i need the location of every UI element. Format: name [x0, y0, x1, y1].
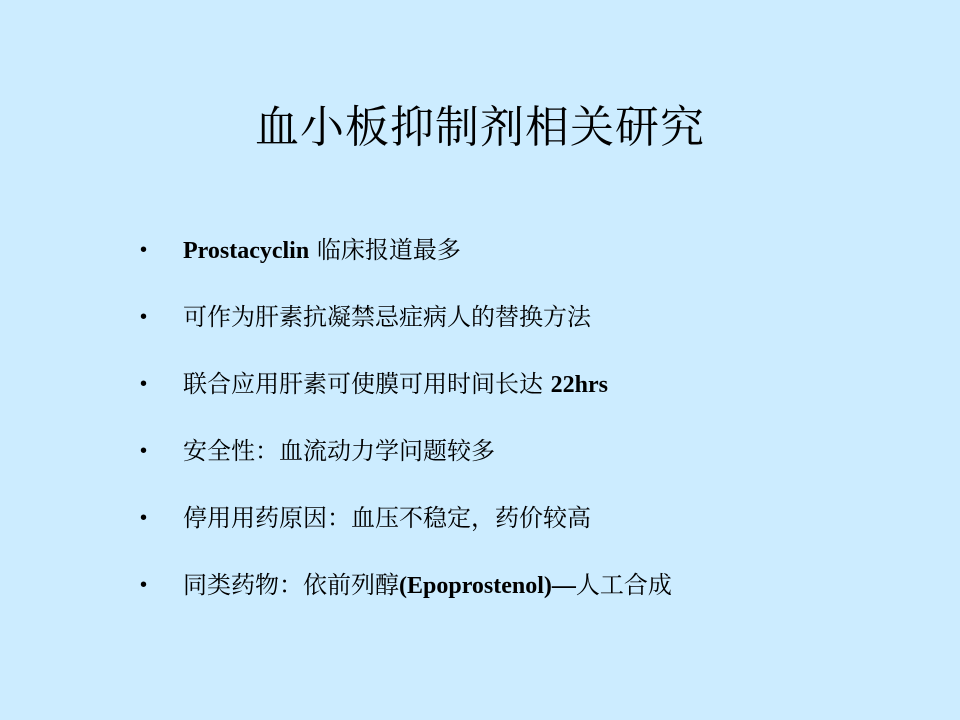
bullet-text-part: 人工合成: [575, 571, 672, 599]
bullet-text: [183, 431, 495, 471]
bullet-list: [140, 230, 920, 632]
bullet-icon: •: [140, 574, 148, 596]
slide-title: 血小板抑制剂相关研究: [255, 102, 705, 153]
bullet-text: [183, 498, 591, 538]
bullet-text: [183, 565, 672, 606]
bullet-item: [140, 431, 920, 498]
bullet-item: [140, 364, 920, 431]
bullet-item: [140, 498, 920, 565]
bullet-text-part: 联合应用肝素可使膜可用时间长达: [183, 370, 551, 398]
bullet-icon: •: [140, 306, 148, 328]
bullet-icon: •: [140, 440, 148, 462]
bullet-text: [183, 230, 461, 271]
bullet-text-part: 22hrs: [550, 372, 608, 398]
bullet-text-part: 可作为肝素抗凝禁忌症病人的替换方法: [183, 303, 591, 331]
bullet-item: [140, 565, 920, 632]
bullet-text: [183, 297, 591, 337]
bullet-icon: •: [140, 373, 148, 395]
bullet-text-part: 临床报道最多: [309, 236, 461, 264]
bullet-text-part: Prostacyclin: [183, 238, 310, 264]
bullet-text-part: 同类药物：依前列醇: [183, 571, 399, 599]
bullet-text-part: 安全性：血流动力学问题较多: [183, 437, 495, 465]
bullet-item: [140, 230, 920, 297]
bullet-text: [183, 364, 608, 405]
bullet-text-part: 停用用药原因：血压不稳定，药价较高: [183, 504, 591, 532]
bullet-text-part: (Epoprostenol)—: [399, 573, 576, 599]
bullet-item: [140, 297, 920, 364]
bullet-icon: •: [140, 239, 148, 261]
bullet-icon: •: [140, 507, 148, 529]
